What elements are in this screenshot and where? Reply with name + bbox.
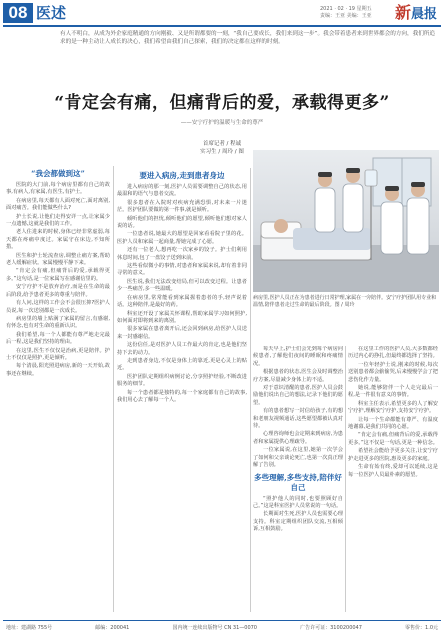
paragraph: 医院的大门前,每个病房里都有自己的故事,有病人,有家属,有医生,有护士。 [6,182,110,196]
paragraph: “肯定会有痛,但痛背后的爱,承载得更多。”这不仅是一句话,更是一种信念。 [348,432,438,446]
paragraph: 很多患者在入院时对疾病充满恐惧,对未来一片迷茫。医护团队要做的第一件事,就是倾听。 [117,199,247,214]
paragraph: 还有一位老人,想再吃一次家乡的饺子。护士们利用休息时间,包了一盘饺子送到床前。 [117,247,247,261]
paragraph: 长期面对生死,医护人员也需要心理支持。科室定期组织团队交流,互相倾诉,互相鼓励。 [253,511,343,533]
footer [6,624,438,631]
paragraph: 有人问,这样的工作会不会很压抑?医护人员说,每一次送别都是一次成长。 [6,300,110,314]
paragraph: 护士长说,让他们走得安详一点,让家属少一点遗憾,这就是我们的工作。 [6,213,110,228]
footer-rule [3,620,441,621]
column-divider [113,166,114,612]
footer-issn: 国内统一连续出版物号 CN 31—0070 [172,625,257,631]
subheadline: ——安宁疗护的温暖与生命的尊严 [180,120,264,126]
column-divider [250,168,251,612]
paragraph: “照护他人的同时,也要照顾好自己。”这是科室医护人员常说的一句话。 [253,495,343,509]
footer-postcode: 邮编：200041 [95,625,130,631]
paragraph: 希望社会能给予更多关注,让安宁疗护走进更多的医院,惠及更多的家庭。 [348,448,438,462]
article-column-2 [117,168,247,612]
hospital-room-photo [253,150,439,292]
column-divider [345,346,346,612]
paragraph: 她说,能够陪伴一个人走完最后一程,是一件很有意义的事情。 [348,385,438,399]
article-photo [253,150,439,292]
paragraph: 每天早上,护士们会先到每个病房问候患者,了解他们夜间的睡眠和疼痛情况。 [253,346,343,367]
footer-address: 地址：建湖路 755号 [6,625,53,631]
paragraph: 很多家属在患者离开后,还会回到病房,给医护人员送来一封感谢信。 [117,326,247,340]
section-heading-3: 多些理解,多些支持,陪伴好自己 [254,472,342,492]
paragraph: 这些看似微小的事情,对患者和家属来说,却有着非同寻常的意义。 [117,263,247,277]
section-title: 医述 [36,4,67,22]
paragraph: 倾听他们的担忧,倾听他们的愿望,倾听他们想对家人说的话。 [117,215,247,230]
paragraph: 根据患者的状态,医生会及时调整治疗方案,尽量减少身体上的不适。 [253,369,343,383]
paragraph: 安宁疗护不是放弃治疗,而是在生命的最后阶段,给予患者更多的尊重与陪伴。 [6,284,110,298]
article-column-1 [6,166,110,612]
issue-date: 2021 · 02 · 19 星期五 [320,6,372,12]
paragraph: 在病房里,每天都有人面对死亡,面对离别,面对痛苦。我们能做些什么? [6,197,110,212]
footer-ad-license: 广告许可证：3100200047 [300,625,362,631]
paragraph: 一位患者说,她最大的愿望是回家看看院子里的花。医护人员和家属一起商量,帮她完成了心愿。 [117,231,247,245]
paragraph: 在病房里,常常能看到家属握着患者的手,轻声说着话。这种陪伴,是最好的药。 [117,294,247,309]
footer-price: 零售价：1.0元 [405,625,438,631]
paragraph: 每个清晨,阳光照进病房,新的一天开始,故事还在继续。 [6,363,110,377]
paragraph: 这份信任,是对医护人员工作最大的肯定,也是他们坚持下去的动力。 [117,342,247,356]
paragraph: 科室主任表示,希望更多的人了解安宁疗护,理解安宁疗护,支持安宁疗护。 [348,400,438,415]
section-heading-1: “我会都做到这” [31,169,85,178]
paragraph: 生命有始有终,爱却可以延续,这是每一位医护人员最朴素的愿望。 [348,464,438,478]
section-heading-2: 要进入病房,走到患者身边 [139,171,225,180]
editor-line: 责编：王亚 美编：王亚 [320,13,372,19]
lead-paragraph: 有人不明白，从成为外企家庭精通的方向刚毅、又是所谓都要的一刻，“我自己要成长，我们来到这一步”。我会带着患者来到世界都会的方向，我们所追求的是一种主动让人成长的决心，我们希望由我们自己探索，我们的决定都在这样的时刻。 [60,31,435,45]
newspaper-logo: 新晨报 [395,3,438,22]
header-meta [320,6,372,20]
paragraph: 病房里的墙上贴满了家属的留言,有感谢,有怀念,也有对生命的重新认识。 [6,315,110,330]
paragraph: 进入病房的那一刻,医护人员需要调整自己的状态,用最温和的语气与患者交流。 [117,184,247,198]
photo-caption: 病房里,医护人员正在为患者进行日常护理,家属在一旁陪伴。安宁疗护团队用专业和温情,陪伴患者走过生命的最后阶段。图 / 周玲 [253,295,437,308]
paragraph: 每一个患者都是独特的,每一个家庭都有自己的故事,我们用心去了解每一个人。 [117,389,247,403]
page-number: 08 [3,3,33,23]
paragraph: 在这里工作的医护人员,大多数都经历过内心的挣扎,但最终都选择了坚持。 [348,346,438,360]
paragraph: 一位家属说,在这里,她第一次学会了如何和父亲谈论死亡,也第一次真正理解了告别。 [253,447,343,469]
paragraph: 医生和护士轮流查房,调整止痛方案,帮助老人缓解症状。家属慢慢平静下来。 [6,252,110,267]
header-rule [3,25,441,27]
paragraph: 医生说,我们无法改变结局,但可以改变过程。让患者少一些痛苦,多一些温暖。 [117,278,247,293]
byline: 首席记者 / 程诚 实习生 / 周玲 / 图 [200,141,244,155]
headline: “肯定会有痛，但痛背后的爱，承载得更多” [54,93,390,113]
article-column-3 [253,346,343,612]
paragraph: 在这里,医生不仅仅是治病,更是陪伴。护士不仅仅是照护,更是倾听。 [6,347,110,361]
paragraph: 让每一个生命都能有尊严、有温度地谢幕,是我们共同的心愿。 [348,416,438,431]
article-column-4 [348,346,438,612]
paragraph: “肯定会有痛,但痛背后的爱,承载得更多。”这句话,是一位家属写在感谢信里的。 [6,268,110,282]
paragraph: 对于意识清醒的患者,医护人员会鼓励他们说出自己的想法,记录下他们的愿望。 [253,385,343,406]
paragraph: 我们希望,每一个人都能有尊严地走完最后一程,这是我们坚持的理由。 [6,331,110,346]
paragraph: 科室还开设了家属关怀课程,帮助家属学习如何照护,如何面对即将到来的离别。 [117,310,247,324]
paragraph: 一位年轻护士说,刚来的时候,每次送别患者都会偷偷哭,后来慢慢学会了把悲伤化作力量。 [348,361,438,383]
paragraph: 走到患者身边,不仅是身体上的靠近,更是心灵上的贴近。 [117,357,247,372]
paragraph: 有的患者想写一封信给孩子,有的想和老朋友视频通话,这些愿望都被认真对待。 [253,408,343,430]
paragraph: 心理咨询师也会定期来到病房,为患者和家属提供心理疏导。 [253,431,343,445]
paragraph: 老人住进来的时候,身体已经非常虚弱,每天都在疼痛中度过。家属守在床边,不知所措。 [6,229,110,251]
paragraph: 医护团队定期组织病例讨论,分享照护经验,不断改进服务的细节。 [117,373,247,388]
